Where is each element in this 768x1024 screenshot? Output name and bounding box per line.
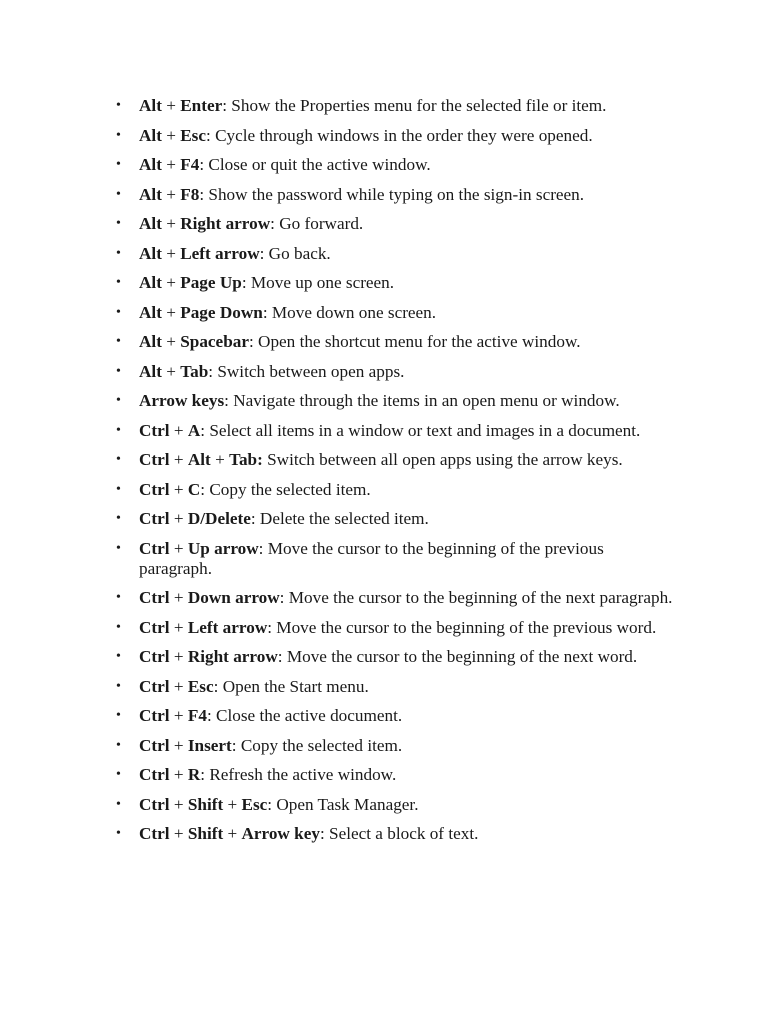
shortcut-item	[116, 509, 676, 529]
shortcut-description: : Close the active document.	[206, 706, 403, 725]
shortcut-item	[116, 273, 676, 293]
key-name: Alt	[139, 273, 162, 292]
key-separator: +	[161, 273, 181, 292]
shortcut-keys	[139, 765, 200, 784]
bullet-icon: •	[116, 452, 121, 467]
shortcut-keys	[139, 795, 267, 814]
key-name: Ctrl	[139, 509, 170, 528]
shortcut-list	[116, 96, 676, 854]
shortcut-keys	[139, 96, 222, 115]
key-separator: +	[169, 765, 188, 784]
key-name: R	[187, 765, 201, 784]
shortcut-keys	[139, 303, 263, 322]
key-name: Page Down	[180, 302, 263, 322]
key-name: Alt	[139, 243, 162, 263]
bullet-icon: •	[116, 422, 121, 438]
shortcut-description: : Move the cursor to the beginning of the previous word.	[267, 617, 657, 637]
key-separator: +	[169, 617, 188, 637]
shortcut-keys	[139, 509, 251, 528]
key-name: Alt	[139, 361, 162, 381]
key-separator: +	[169, 706, 188, 725]
bullet-icon: •	[116, 649, 121, 664]
key-name: Ctrl	[139, 420, 170, 440]
bullet-icon: •	[116, 157, 121, 172]
key-name: Right arrow	[187, 647, 278, 666]
key-name: F4	[180, 155, 200, 174]
shortcut-keys	[139, 273, 242, 292]
shortcut-keys	[139, 618, 267, 637]
key-name: Spacebar	[180, 332, 249, 351]
bullet-icon: •	[116, 481, 121, 497]
key-name: Left arrow	[187, 617, 268, 637]
shortcut-description: : Open the shortcut menu for the active window.	[248, 332, 581, 351]
shortcut-item	[116, 677, 676, 697]
key-separator: +	[169, 450, 188, 469]
key-name: Tab	[180, 361, 209, 381]
bullet-icon: •	[116, 826, 121, 841]
key-name: Ctrl	[139, 450, 170, 469]
shortcut-description: : Go back.	[259, 243, 331, 263]
key-name: Right arrow	[180, 214, 271, 233]
key-name: A	[187, 420, 201, 440]
shortcut-item	[116, 303, 676, 323]
key-name: D/Delete	[187, 509, 251, 528]
key-separator: +	[169, 794, 188, 814]
shortcut-keys	[139, 185, 199, 204]
key-name: F4	[187, 706, 207, 725]
key-separator: +	[223, 824, 242, 843]
key-separator: +	[169, 735, 188, 755]
shortcut-item	[116, 155, 676, 175]
key-separator: +	[169, 824, 188, 843]
shortcut-keys	[139, 539, 259, 558]
bullet-icon: •	[116, 511, 121, 526]
shortcut-item	[116, 185, 676, 205]
key-separator: +	[161, 125, 181, 145]
shortcut-description: : Move up one screen.	[241, 273, 395, 292]
bullet-icon: •	[116, 127, 121, 143]
key-name: Alt	[187, 450, 211, 469]
key-separator: +	[169, 420, 188, 440]
shortcut-keys	[139, 647, 278, 666]
key-separator: +	[161, 361, 181, 381]
bullet-icon: •	[116, 186, 121, 202]
bullet-icon: •	[116, 619, 121, 635]
shortcut-item	[116, 421, 676, 441]
key-name: Down arrow	[187, 588, 280, 607]
key-name: Page Up	[180, 273, 242, 292]
shortcut-description: : Delete the selected item.	[250, 509, 429, 528]
bullet-icon: •	[116, 393, 121, 408]
bullet-icon: •	[116, 796, 121, 812]
shortcut-description: : Move the cursor to the beginning of the previous paragraph.	[139, 538, 604, 578]
shortcut-description: : Move the cursor to the beginning of the next word.	[277, 647, 638, 666]
key-name: Ctrl	[139, 824, 170, 843]
key-separator: +	[161, 332, 181, 351]
key-separator: +	[161, 243, 181, 263]
shortcut-item	[116, 96, 676, 116]
bullet-icon: •	[116, 216, 121, 231]
shortcut-item	[116, 126, 676, 146]
bullet-icon: •	[116, 737, 121, 753]
shortcut-description: : Show the password while typing on the sign-in screen.	[199, 184, 585, 204]
shortcut-keys	[139, 126, 206, 145]
key-name: Enter	[180, 96, 223, 115]
key-name: Arrow key	[241, 824, 320, 843]
bullet-icon: •	[116, 304, 121, 320]
key-separator: +	[169, 479, 188, 499]
shortcut-keys	[139, 244, 260, 263]
key-name: Left arrow	[180, 243, 260, 263]
shortcut-item	[116, 244, 676, 264]
shortcut-item	[116, 332, 676, 352]
shortcut-description: : Close or quit the active window.	[199, 155, 431, 174]
key-separator: +	[161, 302, 181, 322]
key-name: Esc	[241, 794, 268, 814]
key-name: Esc	[187, 676, 214, 696]
shortcut-keys	[139, 677, 214, 696]
key-name: Esc	[180, 125, 206, 145]
shortcut-item	[116, 214, 676, 234]
bullet-icon: •	[116, 767, 121, 782]
shortcut-keys	[139, 588, 280, 607]
key-separator: +	[169, 538, 188, 558]
key-name: Tab:	[229, 450, 263, 469]
shortcut-keys	[139, 421, 200, 440]
key-name: Alt	[139, 184, 162, 204]
bullet-icon: •	[116, 334, 121, 349]
shortcut-description: : Navigate through the items in an open menu or window.	[224, 391, 620, 410]
key-separator: +	[169, 676, 188, 696]
shortcut-description: : Open Task Manager.	[267, 794, 419, 814]
key-name: Alt	[139, 155, 162, 174]
shortcut-item	[116, 588, 676, 608]
shortcut-item	[116, 618, 676, 638]
shortcut-description: : Select all items in a window or text and images in a document.	[200, 420, 641, 440]
key-name: Ctrl	[139, 735, 170, 755]
shortcut-item	[116, 362, 676, 382]
key-separator: +	[161, 96, 181, 115]
shortcut-item	[116, 824, 676, 844]
key-name: Alt	[139, 96, 162, 115]
shortcut-item	[116, 706, 676, 726]
key-name: Arrow keys	[139, 391, 225, 410]
bullet-icon: •	[116, 275, 121, 290]
key-separator: +	[161, 155, 181, 174]
bullet-icon: •	[116, 708, 121, 723]
bullet-icon: •	[116, 98, 121, 113]
key-name: Ctrl	[139, 647, 170, 666]
shortcut-keys	[139, 824, 320, 843]
shortcut-description: : Cycle through windows in the order they were opened.	[206, 125, 593, 145]
key-name: Ctrl	[139, 617, 170, 637]
key-separator: +	[161, 214, 181, 233]
key-name: Shift	[187, 794, 224, 814]
shortcut-keys	[139, 391, 224, 410]
shortcut-description: : Copy the selected item.	[231, 735, 403, 755]
bullet-icon: •	[116, 245, 121, 261]
shortcut-item	[116, 539, 676, 579]
shortcut-keys	[139, 706, 207, 725]
shortcut-item	[116, 736, 676, 756]
key-separator: +	[169, 588, 188, 607]
shortcut-description: : Copy the selected item.	[200, 479, 371, 499]
key-name: Insert	[187, 735, 232, 755]
shortcut-keys	[139, 214, 270, 233]
shortcut-item	[116, 647, 676, 667]
shortcut-description: : Select a block of text.	[319, 824, 479, 843]
shortcut-description: : Switch between open apps.	[208, 361, 405, 381]
shortcut-description: : Refresh the active window.	[200, 765, 397, 784]
shortcut-description: : Go forward.	[270, 214, 364, 233]
shortcut-keys	[139, 450, 263, 469]
key-separator: +	[169, 509, 188, 528]
bullet-icon: •	[116, 540, 121, 556]
shortcut-item	[116, 765, 676, 785]
key-name: Alt	[139, 125, 162, 145]
key-separator: +	[169, 647, 188, 666]
shortcut-item	[116, 795, 676, 815]
shortcut-keys	[139, 332, 249, 351]
key-name: Ctrl	[139, 794, 170, 814]
key-separator: +	[161, 184, 181, 204]
key-separator: +	[210, 450, 230, 469]
key-name: F8	[180, 184, 200, 204]
shortcut-description: : Show the Properties menu for the selected file or item.	[222, 96, 607, 115]
shortcut-keys	[139, 480, 200, 499]
shortcut-description: Switch between all open apps using the arrow keys.	[262, 450, 623, 469]
bullet-icon: •	[116, 363, 121, 379]
key-name: Up arrow	[187, 538, 259, 558]
key-name: Ctrl	[139, 538, 170, 558]
key-name: Ctrl	[139, 588, 170, 607]
shortcut-keys	[139, 362, 208, 381]
key-name: Alt	[139, 302, 162, 322]
key-name: Alt	[139, 332, 162, 351]
shortcut-item	[116, 480, 676, 500]
key-name: Ctrl	[139, 676, 170, 696]
key-name: C	[187, 479, 201, 499]
shortcut-description: : Move down one screen.	[262, 302, 437, 322]
key-name: Alt	[139, 214, 162, 233]
shortcut-description: : Open the Start menu.	[213, 676, 369, 696]
bullet-icon: •	[116, 590, 121, 605]
shortcut-item	[116, 450, 676, 470]
shortcut-keys	[139, 155, 199, 174]
shortcut-item	[116, 391, 676, 411]
bullet-icon: •	[116, 678, 121, 694]
shortcut-keys	[139, 736, 232, 755]
key-name: Ctrl	[139, 706, 170, 725]
shortcut-description: : Move the cursor to the beginning of the next paragraph.	[279, 588, 673, 607]
key-name: Ctrl	[139, 765, 170, 784]
key-separator: +	[223, 794, 242, 814]
key-name: Ctrl	[139, 479, 170, 499]
key-name: Shift	[187, 824, 224, 843]
